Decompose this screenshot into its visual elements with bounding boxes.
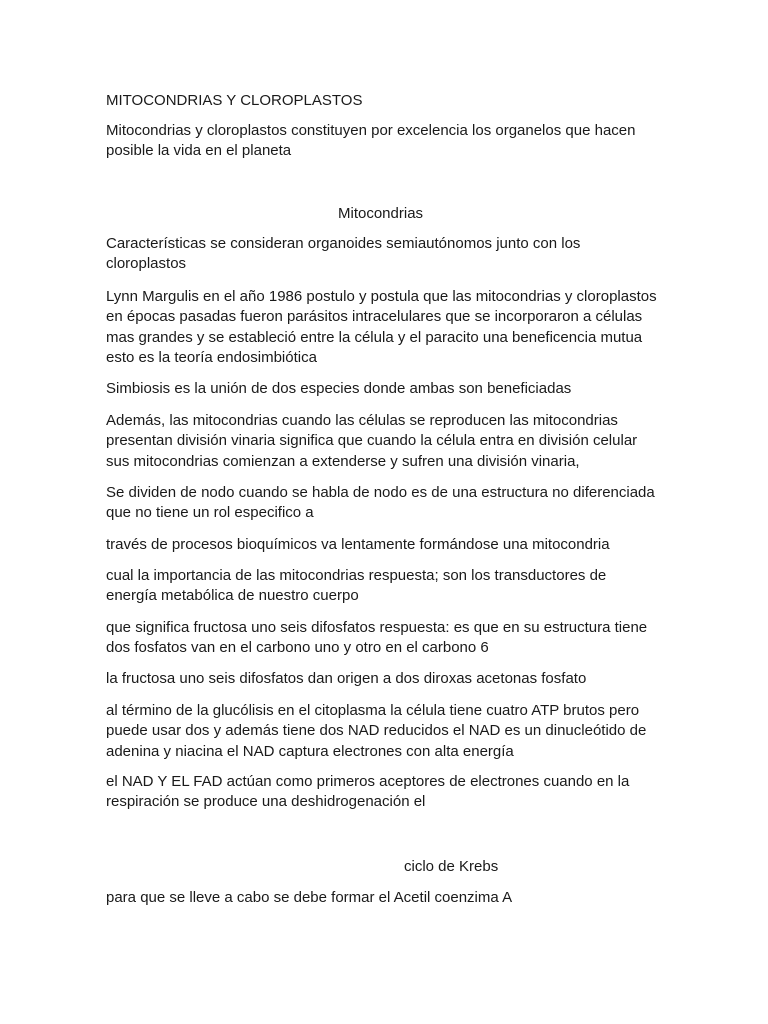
section-heading-mitocondrias: Mitocondrias: [338, 205, 424, 222]
paragraph-diroxas: la fructosa uno seis difosfatos dan origen a dos diroxas acetonas fosfato: [106, 670, 587, 687]
paragraph-fructosa: que significa fructosa uno seis difosfatos respuesta: es que en su estructura tiene dos fosfatos van en el carbono uno y otro en el carbono 6: [106, 619, 648, 657]
intro-paragraph: Mitocondrias y cloroplastos constituyen por excelencia los organelos que hacen posible la vida en el planeta: [106, 122, 636, 160]
paragraph-nodo: Se dividen de nodo cuando se habla de nodo es de una estructura no diferenciada que no tiene un rol especifico a: [106, 484, 655, 522]
paragraph-caracteristicas: Características se consideran organoides semiautónomos junto con los cloroplastos: [106, 235, 581, 273]
paragraph-margulis: Lynn Margulis en el año 1986 postulo y postula que las mitocondrias y cloroplastos en épocas pasadas fueron parásitos intracelulares que se incorporaron a células mas grandes y se estableció entre la célula y el paracito una beneficencia mutua esto es la teoría endosimbiótica: [106, 288, 657, 367]
paragraph-division-vinaria: Además, las mitocondrias cuando las células se reproducen las mitocondrias presentan división vinaria significa que cuando la célula entra en división celular sus mitocondrias comienzan a extenderse y sufren una división vinaria,: [106, 412, 638, 470]
paragraph-glucolisis: al término de la glucólisis en el citoplasma la célula tiene cuatro ATP brutos pero puede usar dos y además tiene dos NAD reducidos el NAD es un dinucleótido de adenina y niacina el NAD captura electrones con alta energía: [106, 702, 647, 760]
paragraph-procesos-bioquimicos: través de procesos bioquímicos va lentamente formándose una mitocondria: [106, 536, 610, 553]
section-heading-krebs: ciclo de Krebs: [404, 858, 499, 875]
paragraph-acetil: para que se lleve a cabo se debe formar el Acetil coenzima A: [106, 889, 513, 906]
document-title: MITOCONDRIAS Y CLOROPLASTOS: [106, 92, 363, 109]
paragraph-simbiosis: Simbiosis es la unión de dos especies donde ambas son beneficiadas: [106, 380, 572, 397]
paragraph-nad-fad: el NAD Y EL FAD actúan como primeros aceptores de electrones cuando en la respiración se produce una deshidrogenación el: [106, 773, 630, 811]
paragraph-importancia: cual la importancia de las mitocondrias respuesta; son los transductores de energía metabólica de nuestro cuerpo: [106, 567, 607, 605]
